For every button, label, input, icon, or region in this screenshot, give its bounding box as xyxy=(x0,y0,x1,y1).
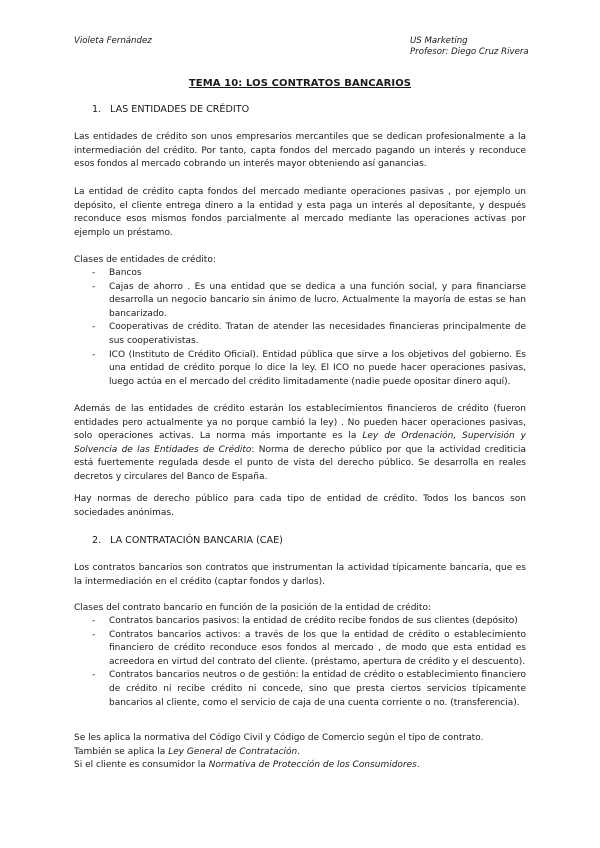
list-item: - Bancos xyxy=(92,267,526,281)
section-2-title: LA CONTRATACIÓN BANCARIA (CAE) xyxy=(110,535,283,546)
list-item: - ICO (Instituto de Crédito Oficial). Entidad pública que sirve a los objetivos del gobierno. Es una entidad de crédito porque lo dice la ley. El ICO no puede hacer operaciones pasivas, luego actúa en el mercado del crédito limitadamente (nadie puede opositar dinero aquí). xyxy=(92,349,526,390)
list-item: - Contratos bancarios pasivos: la entidad de crédito recibe fondos de sus clientes (depósito) xyxy=(92,615,526,629)
list-item: - Contratos bancarios neutros o de gestión: la entidad de crédito o establecimiento financiero de crédito ni recibe crédito ni concede, sino que presta ciertos servicios típicamente bancarios al cliente, como el servicio de caja de una cuenta corriente o no. (transferencia). xyxy=(92,669,526,710)
line-text: También se aplica la xyxy=(74,746,169,757)
header-author: Violeta Fernández xyxy=(74,36,152,46)
line-text: Si el cliente es consumidor la xyxy=(74,760,209,771)
section-2-paragraph-1: Los contratos bancarios son contratos que instrumentan la actividad típicamente bancaria, que es la intermediación en el crédito (captar fondos y darlos). xyxy=(74,563,526,587)
line-text: . xyxy=(297,746,301,757)
list-item: - Cajas de ahorro . Es una entidad que se dedica a una función social, y para financiarse desarrolla un negocio bancario sin ánimo de lucro. Actualmente la mayoría de estas se han bancarizado. xyxy=(92,281,526,322)
list-item: - Cooperativas de crédito. Tratan de atender las necesidades financieras principalmente de sus cooperativistas. xyxy=(92,321,526,348)
section-1-paragraph-3 xyxy=(74,403,526,485)
header-course-block xyxy=(410,36,529,58)
section-2-list-intro: Clases del contrato bancario en función de la posición de la entidad de crédito: xyxy=(74,603,432,613)
section-1-paragraph-4: Hay normas de derecho público para cada tipo de entidad de crédito. Todos los bancos son sociedades anónimas. xyxy=(74,494,526,518)
document-title: TEMA 10: LOS CONTRATOS BANCARIOS xyxy=(188,78,412,89)
section-1-title: LAS ENTIDADES DE CRÉDITO xyxy=(110,104,250,115)
paragraph-text: Además de las entidades de crédito estarán los establecimientos financieros de crédito (fueron entidades pero actualmente ya no porque cambió la ley) . No pueden hacer operaciones pasivas, solo operaciones activas. La norma más importante es la xyxy=(74,404,526,442)
law-title: Ley General de Contratación xyxy=(168,746,298,757)
header-professor: Profesor: Diego Cruz Rivera xyxy=(410,47,529,57)
section-2-closing xyxy=(74,732,534,773)
closing-line-2 xyxy=(74,746,534,760)
header-course: US Marketing xyxy=(410,36,468,46)
line-text: . xyxy=(416,760,420,771)
law-title: Normativa de Protección de los Consumidores xyxy=(208,760,417,771)
paragraph-text: : Norma de derecho público por que la actividad crediticia está fuertemente regulada desde el punto de vista del derecho público. Se desarrolla en reales decretos y circulares del Banco de España. xyxy=(74,444,526,482)
section-1-paragraph-1: Las entidades de crédito son unos empresarios mercantiles que se dedican profesionalmente a la intermediación del crédito. Por tanto, capta fondos del mercado pagando un interés y reconduce esos fondos al mercado cobrando un interés mayor obteniendo así ganancias. xyxy=(74,132,526,170)
section-1-list-intro: Clases de entidades de crédito: xyxy=(74,255,216,265)
section-2-heading xyxy=(92,535,283,546)
section-1-number: 1. xyxy=(92,104,102,115)
section-1-paragraph-2: La entidad de crédito capta fondos del mercado mediante operaciones pasivas , por ejemplo un depósito, el cliente entrega dinero a la entidad y esta paga un interés al depositante, y después reconduce esos mismos fondos parcialmente al mercado mediante las operaciones activas por ejemplo un préstamo. xyxy=(74,187,526,238)
law-title: Ley de Ordenación, Supervisión y Solvencia de las Entidades de Crédito xyxy=(74,431,527,455)
closing-line-1: Se les aplica la normativa del Código Civil y Código de Comercio según el tipo de contrato. xyxy=(74,733,484,743)
closing-line-3 xyxy=(74,759,534,773)
contracts-list xyxy=(92,615,526,710)
entities-list xyxy=(92,267,526,389)
list-item: - Contratos bancarios activos: a través de los que la entidad de crédito o establecimiento financiero de crédito reconduce esos fondos al mercado , de modo que esta entidad es acreedora en virtud del contrato del cliente. (préstamo, apertura de crédito y el descuento). xyxy=(92,629,526,670)
section-1-heading xyxy=(92,104,249,115)
section-2-number: 2. xyxy=(92,535,102,546)
